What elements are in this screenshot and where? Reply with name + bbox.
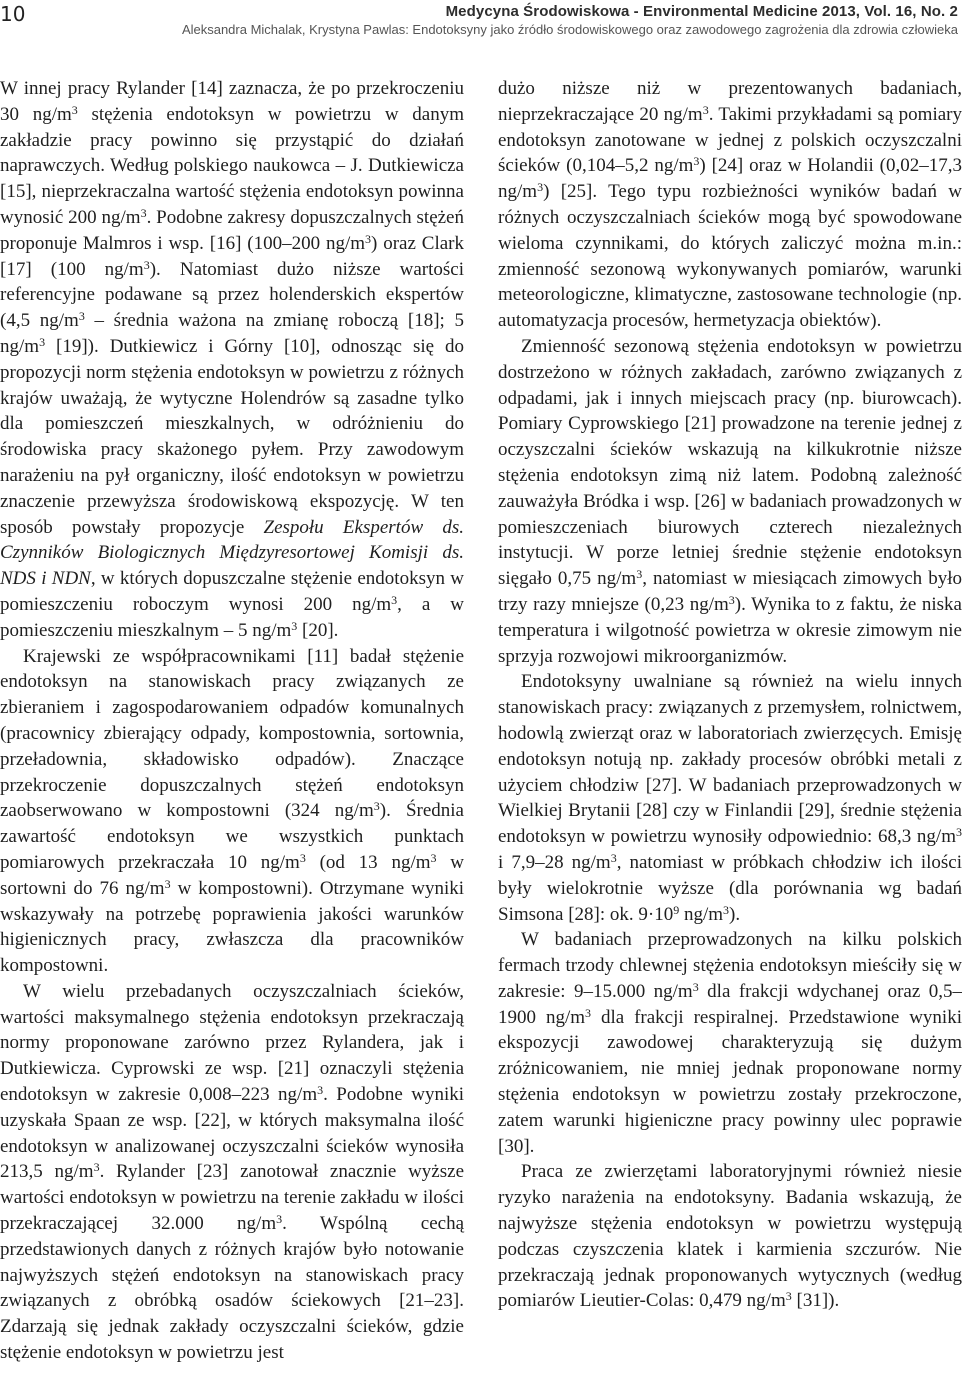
journal-title: Medycyna Środowiskowa - Environmental Medicine 2013, Vol. 16, No. 2 [445,3,958,20]
paragraph: Praca ze zwierzętami laboratoryjnymi również niesie ryzyko narażenia na endotoksyny. Badania wskazują, że najwyższe stężenia endotoksyn w powietrzu występują podczas czyszczenia klatek i karmienia szczurów. Nie przekraczają jednak proponowanych wytycznych (według pomiarów Lieutier-Colas: 0,479 $ng/m^3$ [31]). [498,1161,962,1312]
right-column [498,76,962,1314]
paragraph: W wielu przebadanych oczyszczalniach ścieków, wartości maksymalnego stężenia endotoksyn przekraczają normy proponowane zarówno przez Rylandera, jak i Dutkiewicza. Cyprowski ze wsp. [21] oznaczyli stężenia endotoksyn w zakresie 0,008–223 $ng/m^3$. Podobne wyniki uzyskała Spaan ze wsp. [22], w których maksymalna ilość endotoksyn w analizowanej oczyszczalni ścieków wynosiła 213,5 $ng/m^3$. Rylander [23] zanotował znacznie wyższe wartości endotoksyn w powietrzu na terenie zakładu w ilości przekraczającej 32.000 $ng/m^3$. Wspólną cechą przedstawionych danych z różnych krajów było notowanie najwyższych stężeń endotoksyn na stanowiskach pracy związanych z obróbką osadów ściekowych [21–23]. Zdarzają się jednak zakłady oczyszczalni ścieków, gdzie stężenie endotoksyn w powietrzu jest [0,980,465,1364]
paragraph: dużo niższe niż w prezentowanych badaniach, nieprzekraczające 20 $ng/m^3$. Takimi przykładami są pomiary endotoksyn zanotowane w jednej z polskich oczyszczalni ścieków (0,104–5,2 $ng/m^3$) [24] oraz w Holandii (0,02–17,3 $ng/m^3$) [25]. Tego typu rozbieżności wyników badań w różnych oczyszczalniach ścieków mogą być spowodowane wieloma czynnikami, do których zaliczyć można m.in.: zmienność sezonową wykonywanych pomiarów, warunki meteorologiczne, klimatyczne, zastosowane technologie (np. automatyzacja procesów, hermetyzacja obiektów). [498,78,962,332]
page-number: 10 [0,2,26,26]
paragraph: Endotoksyny uwalniane są również na wielu innych stanowiskach pracy: związanych z przemysłem, rolnictwem, hodowlą zwierząt oraz w laboratoriach zwierzęcych. Emisję endotoksyn notują np. zakłady procesów obróbki metali z użyciem chłodziw [27]. W badaniach przeprowadzonych w Wielkiej Brytanii [28] czy w Finlandii [29], średnie stężenia endotoksyn w powietrzu wynosiły odpowiednio: 68,3 $ng/m^3$ i 7,9–28 $ng/m^3$, natomiast w próbkach chłodziw ich ilości były wielokrotnie wyższe (dla porównania wg badań Simsona [28]: ok. $9\cdot 10^9$ $ng/m^3$). [498,671,962,925]
page-header [0,0,960,40]
paragraph: W badaniach przeprowadzonych na kilku polskich fermach trzody chlewnej stężenia endotoksyn mieściły się w zakresie: 9–15.000 $ng/m^3$ dla frakcji wdychanej oraz 0,5–1900 $ng/m^3$ dla frakcji respiralnej. Przedstawione wyniki ekspozycji zawodowej charakteryzują się dużym zróżnicowaniem, nie mniej jednak proponowane normy stężenia endotoksyn w powietrzu zostały przekroczone, zatem warunki higieniczne pracy powinny ulec poprawie [30]. [498,929,962,1157]
paragraph: W innej pracy Rylander [14] zaznacza, że po przekroczeniu 30 $ng/m^3$ stężenia endotoksyn w powietrzu w danym zakładzie pracy powinno się przystąpić do działań naprawczych. Według polskiego naukowca – J. Dutkiewicza [15], nieprzekraczalna wartość stężenia endotoksyn powinna wynosić 200 $ng/m^3$. Podobne zakresy dopuszczalnych stężeń proponuje Malmros i wsp. [16] (100–200 $ng/m^3$) oraz Clark [17] (100 $ng/m^3$). Natomiast dużo niższe wartości referencyjne podawane są przez holenderskich ekspertów (4,5 $ng/m^3$ – średnia ważona na zmianę roboczą [18]; 5 $ng/m^3$ [19]). Dutkiewicz i Górny [10], odnosząc się do propozycji norm stężenia endotoksyn w powietrzu z różnych krajów uważają, że wytyczne Holendrów są zasadne tylko dla pomieszczeń mieszkalnych, w odróżnieniu do środowiska pracy skażonego pyłem. Przy zawodowym narażeniu na pył organiczny, ilość endotoksyn w powietrzu znaczenie przewyższa środowiskową ekspozycję. W ten sposób powstały propozycje Zespołu Ekspertów ds. Czynników Biologicznych Międzyresortowej Komisji ds. NDS i NDN, w których dopuszczalne stężenie endotoksyn w pomieszczeniu roboczym wynosi 200 $ng/m^3$, a w pomieszczeniu mieszkalnym – 5 $ng/m^3$ [20]. [0,78,464,641]
paragraph: Krajewski ze współpracownikami [11] badał stężenie endotoksyn na stanowiskach pracy związanych ze zbieraniem i zagospodarowaniem odpadów komunalnych (pracownicy zbierający odpady, kompostownia, sortownia, przeładownia, składowisko odpadów). Znaczące przekroczenie dopuszczalnych stężeń endotoksyn zaobserwowano w kompostowni (324 $ng/m^3$). Średnia zawartość endotoksyn we wszystkich punktach pomiarowych przekraczała 10 $ng/m^3$ (od 13 $ng/m^3$ w sortowni do 76 $ng/m^3$ w kompostowni). Otrzymane wyniki wskazywały na potrzebę poprawienia jakości warunków higienicznych pracy, zwłaszcza dla pracowników kompostowni. [0,645,465,977]
running-head-authors-title: Aleksandra Michalak, Krystyna Pawlas: Endotoksyny jako źródło środowiskowego oraz zawodowego zagrożenia dla zdrowia człowieka [181,22,958,37]
paragraph: Zmienność sezonową stężenia endotoksyn w powietrzu dostrzeżono w różnych zakładach, zarówno związanych z odpadami, jak i innych miejscach pracy (np. biurowcach). Pomiary Cyprowskiego [21] prowadzone na terenie jednej z oczyszczalni ścieków wskazują na kilkukrotnie niższe stężenia endotoksyn zimą niż latem. Podobną zależność zauważyła Bródka i wsp. [26] w badaniach prowadzonych w pomieszczeniach biurowych czterech niezależnych instytucji. W porze letniej średnie stężenie endotoksyn sięgało 0,75 $ng/m^3$, natomiast w miesiącach zimowych było trzy razy mniejsze (0,23 $ng/m^3$). Wynika to z faktu, że niska temperatura i wilgotność powietrza w okresie zimowym nie sprzyja rozwojowi mikroorganizmów. [498,335,962,667]
left-column [0,76,464,1366]
